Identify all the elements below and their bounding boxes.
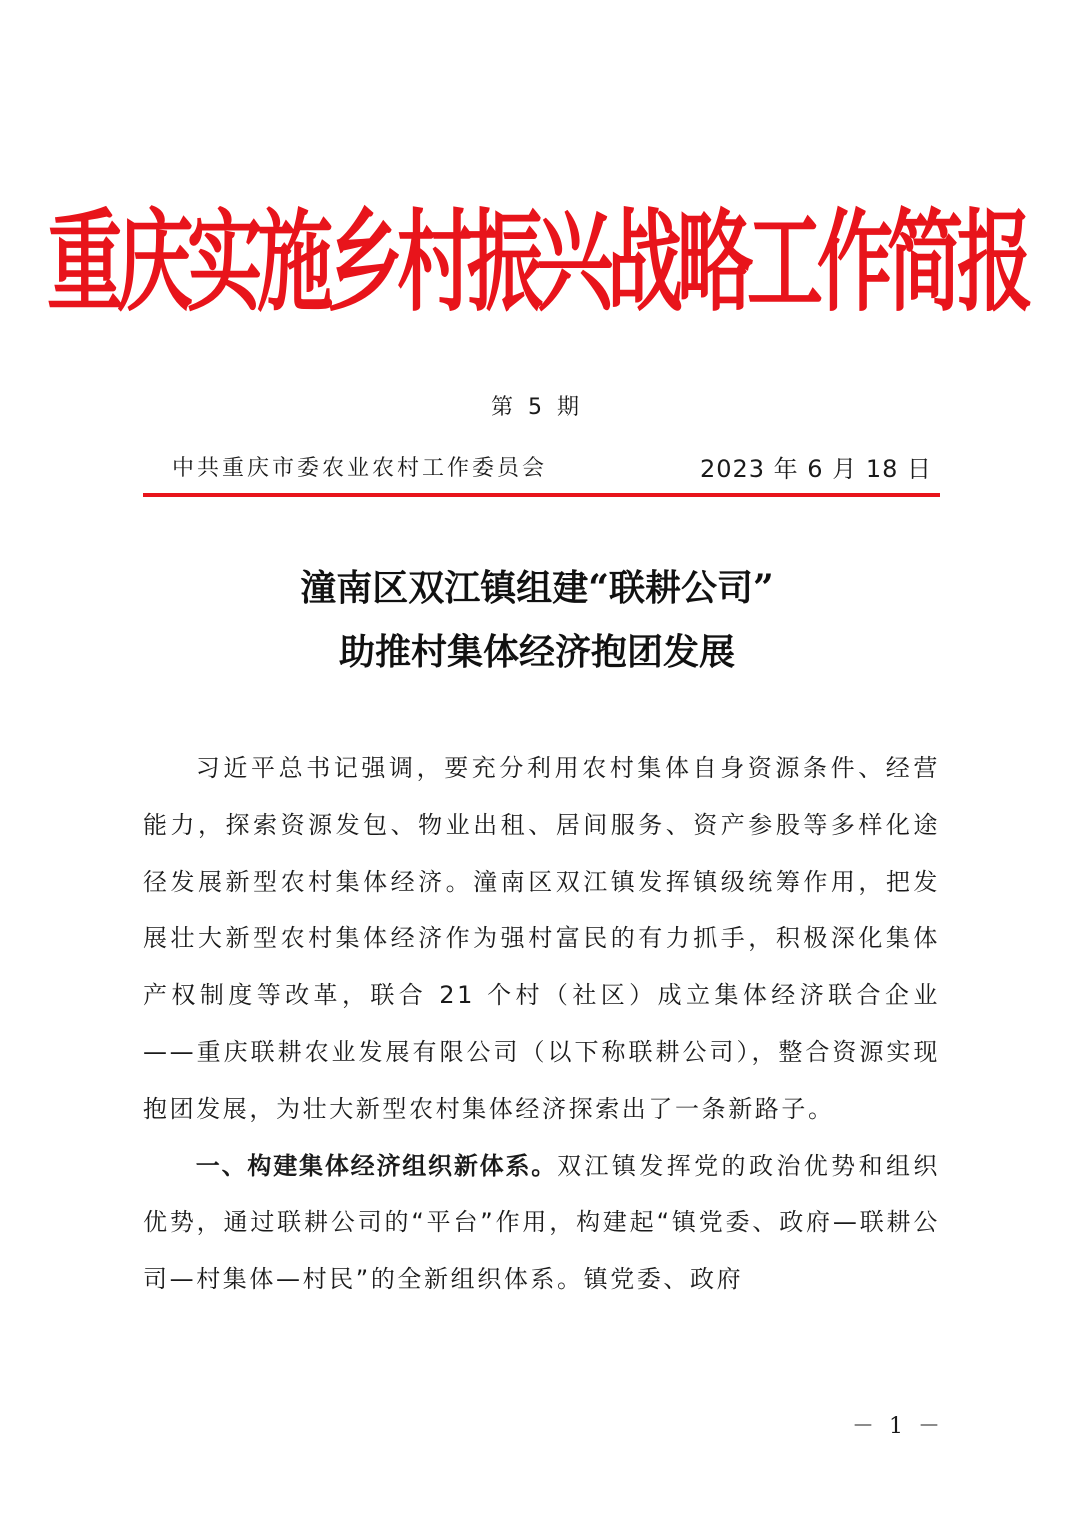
section-1-heading: 一、构建集体经济组织新体系。 <box>195 1151 558 1180</box>
article-title-line-1: 潼南区双江镇组建“联耕公司” <box>300 567 774 609</box>
article-title-line-2: 助推村集体经济抱团发展 <box>338 631 735 673</box>
article-body <box>143 740 940 1308</box>
header-divider <box>143 493 940 497</box>
section-1-text: 双江镇发挥党的政治优势和组织优势，通过联耕公司的“平台”作用，构建起“镇党委、政府—联耕公司—村集体—村民”的全新组织体系。镇党委、政府 <box>143 1151 941 1294</box>
masthead-title: 重庆实施乡村振兴战略工作简报 <box>47 197 1027 327</box>
publication-date: 2023 年 6 月 18 日 <box>699 455 932 483</box>
issue-number: 第 5 期 <box>491 395 583 420</box>
paragraph-intro: 习近平总书记强调，要充分利用农村集体自身资源条件、经营能力，探索资源发包、物业出租、居间服务、资产参股等多样化途径发展新型农村集体经济。潼南区双江镇发挥镇级统筹作用，把发展壮大新型农村集体经济作为强村富民的有力抓手，积极深化集体产权制度等改革，联合 21 个村（社区）成立集体经济联合企业——重庆联耕农业发展有限公司（以下称联耕公司），整合资源实现抱团发展，为壮大新型农村集体经济探索出了一条新路子。 <box>143 754 940 1123</box>
publisher-name: 中共重庆市委农业农村工作委员会 <box>172 456 548 481</box>
paragraph-section-1 <box>143 1138 940 1308</box>
page-number: － 1 － <box>852 1414 944 1439</box>
